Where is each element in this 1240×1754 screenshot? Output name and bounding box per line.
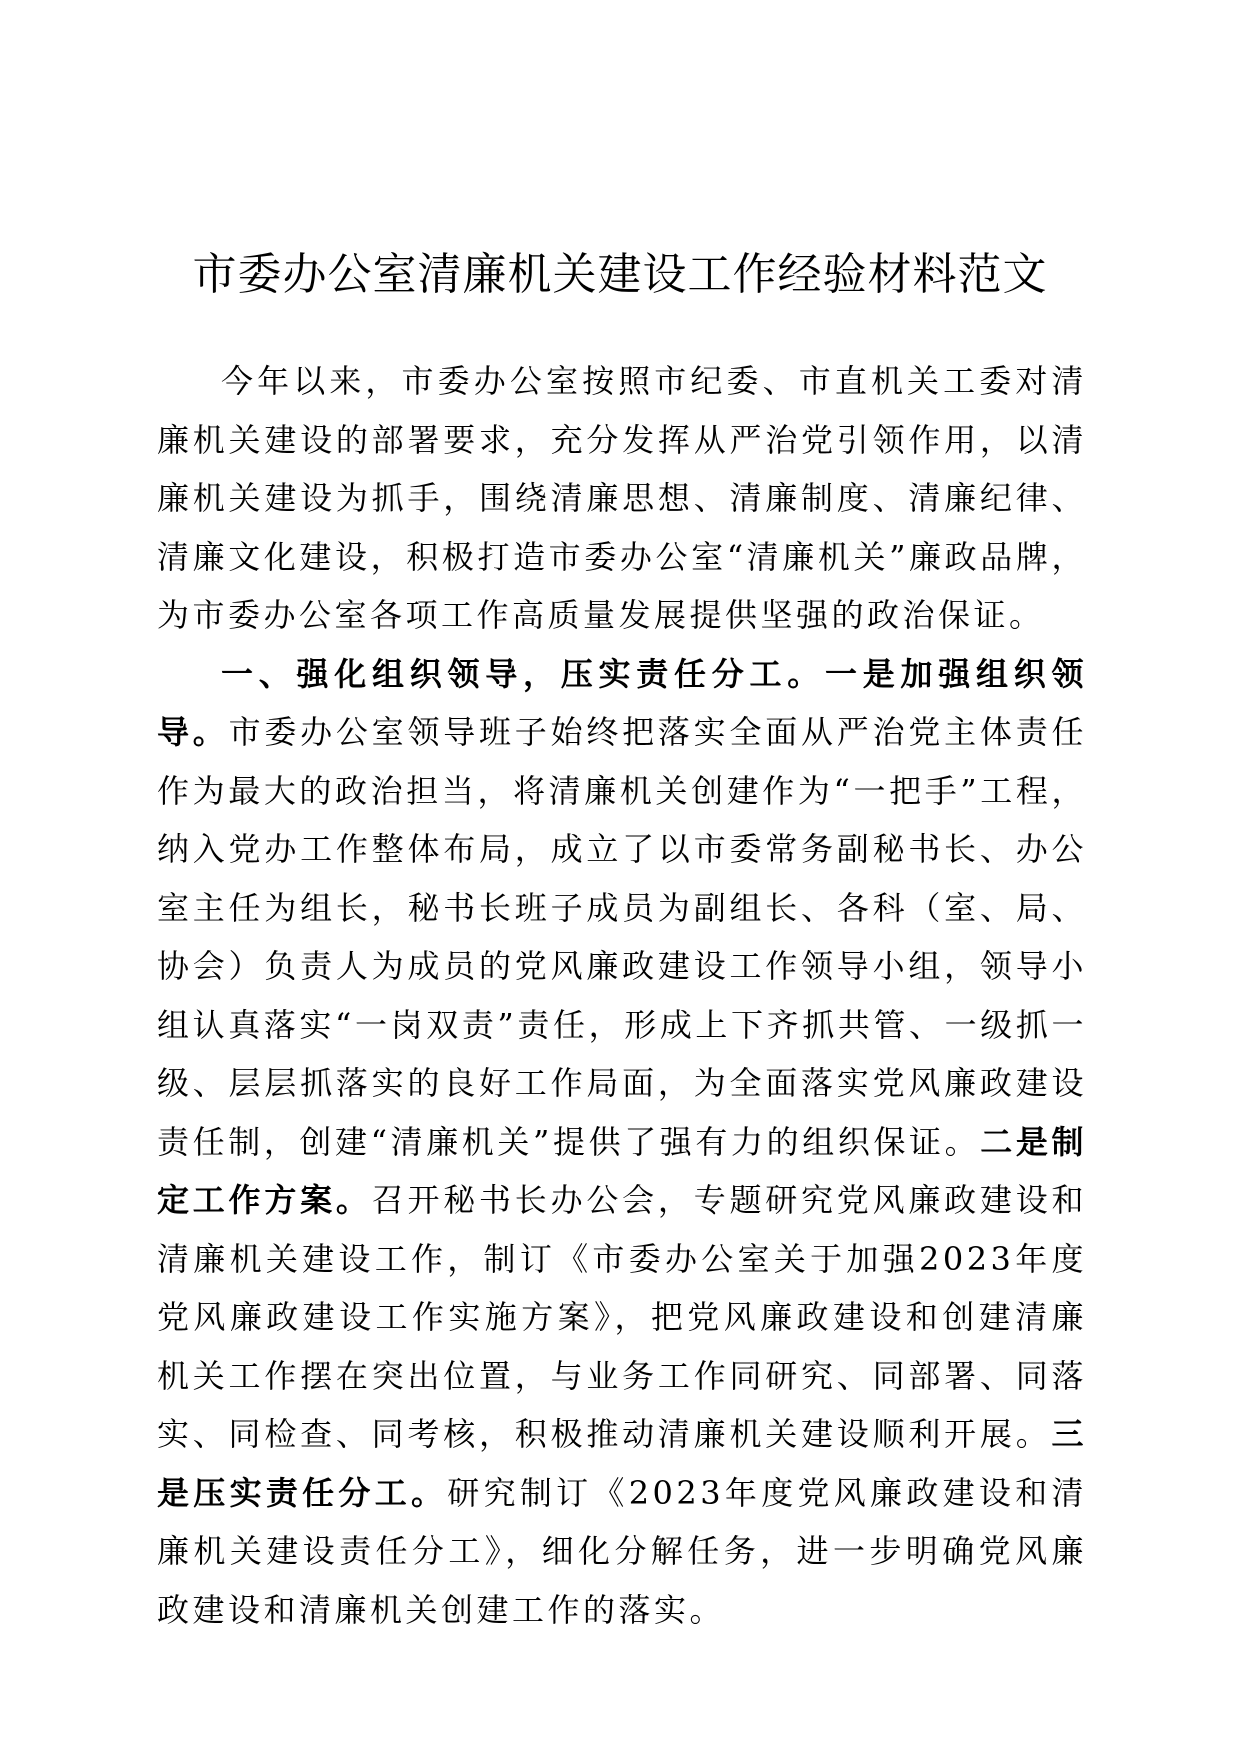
point-2-text: 召开秘书长办公会，专题研究党风廉政建设和清廉机关建设工作，制订《市委办公室关于加强2023年度党风廉政建设工作实施方案》，把党风廉政建设和创建清廉机关工作摆在突出位置，与业务工作同研究、同部署、同落实、同检查、同考核，积极推动清廉机关建设顺利开展。 [157,1181,1087,1453]
point-3-label: 三是压实责任分工。 [157,1415,1087,1512]
section-1-heading: 一、强化组织领导，压实责任分工。 [221,654,825,693]
document-title: 市委办公室清廉机关建设工作经验材料范文 [192,249,1048,300]
section-1-paragraph [157,645,1087,1640]
point-3-text: 研究制订《2023年度党风廉政建设和清廉机关建设责任分工》，细化分解任务，进一步明确党风廉政建设和清廉机关创建工作的落实。 [157,1473,1087,1629]
point-2-label: 二是制定工作方案。 [157,1122,1087,1219]
document-body [157,352,1087,1639]
point-1-label: 一是加强组织领导。 [157,654,1087,751]
point-1-text: 市委办公室领导班子始终把落实全面从严治党主体责任作为最大的政治担当，将清廉机关创建作为“一把手”工程，纳入党办工作整体布局，成立了以市委常务副秘书长、办公室主任为组长，秘书长班子成员为副组长、各科（室、局、协会）负责人为成员的党风廉政建设工作领导小组，领导小组认真落实“一岗双责”责任，形成上下齐抓共管、一级抓一级、层层抓落实的良好工作局面，为全面落实党风廉政建设责任制，创建“清廉机关”提供了强有力的组织保证。 [157,713,1087,1161]
intro-paragraph: 今年以来，市委办公室按照市纪委、市直机关工委对清廉机关建设的部署要求，充分发挥从严治党引领作用，以清廉机关建设为抓手，围绕清廉思想、清廉制度、清廉纪律、清廉文化建设，积极打造市委办公室“清廉机关”廉政品牌，为市委办公室各项工作高质量发展提供坚强的政治保证。 [157,362,1087,634]
